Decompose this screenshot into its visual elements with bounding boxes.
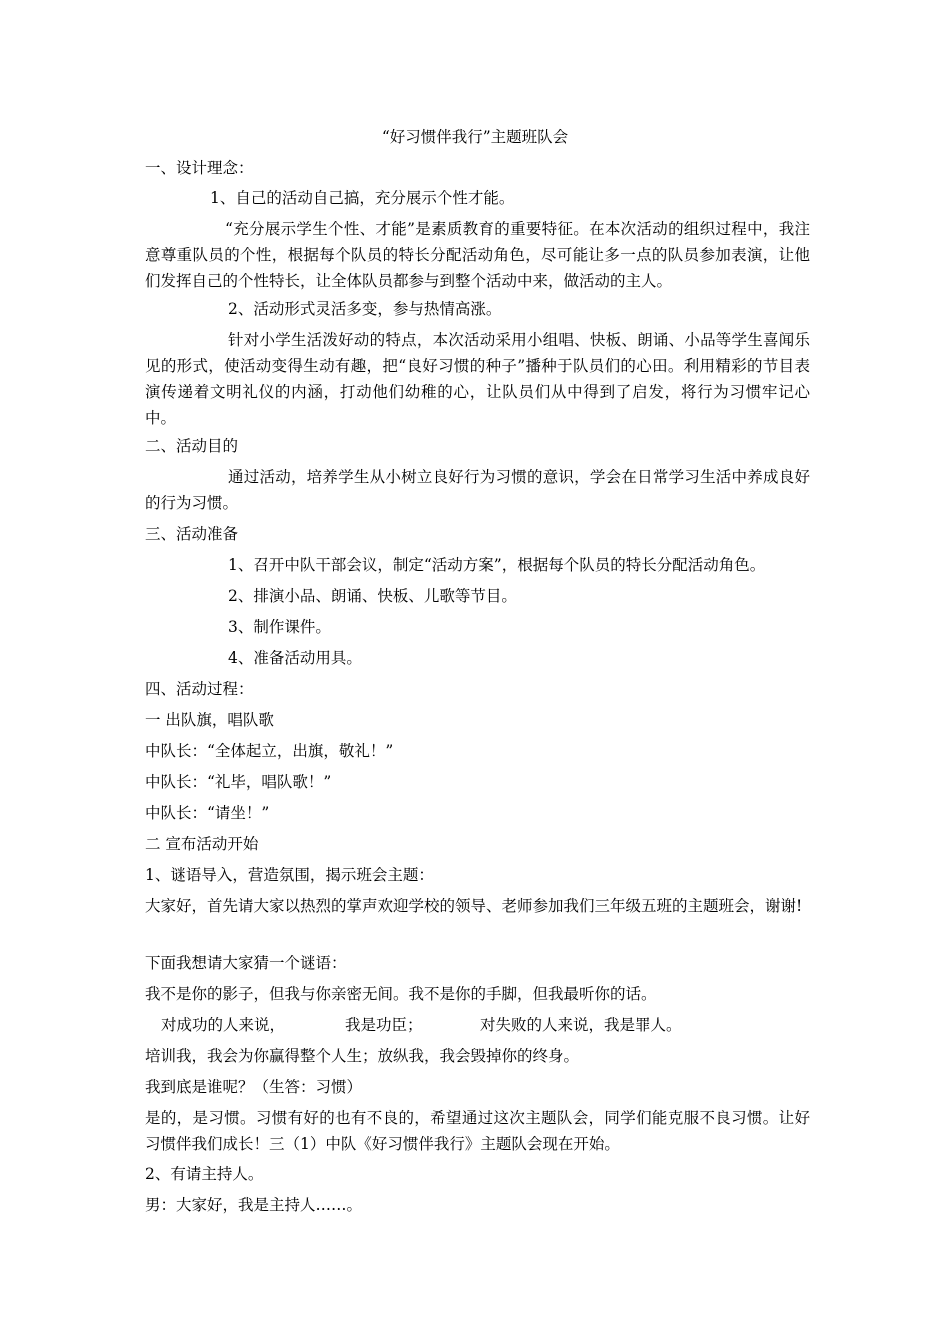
captain-line: 中队长：“礼毕，唱队歌！” <box>145 773 332 791</box>
riddle-line-2-part-2: 我是功臣； <box>345 1016 423 1034</box>
prep-item: 3、制作课件。 <box>228 618 331 636</box>
section-3-heading: 三、活动准备 <box>145 525 239 543</box>
host-line: 男：大家好，我是主持人……。 <box>145 1196 363 1214</box>
step-1-heading: 一 出队旗，唱队歌 <box>145 711 274 729</box>
answer-paragraph: 是的，是习惯。习惯有好的也有不良的，希望通过这次主题队会，同学们能克服不良习惯。让好习惯伴我们成长！三（1）中队《好习惯伴我行》主题队会现在开始。 <box>145 1109 810 1153</box>
section-2-body: 通过活动，培养学生从小树立良好行为习惯的意识，学会在日常学习生活中养成良好的行为习惯。 <box>145 468 810 512</box>
riddle-question: 我到底是谁呢？（生答：习惯） <box>145 1078 363 1096</box>
section-1-heading: 一、设计理念： <box>145 159 254 177</box>
riddle-intro: 下面我想请大家猜一个谜语： <box>145 954 347 972</box>
captain-line: 中队长：“请坐！” <box>145 804 270 822</box>
riddle-line-2-part-3: 对失败的人来说，我是罪人。 <box>480 1016 682 1034</box>
section-1-point-1-heading: 1、自己的活动自己搞，充分展示个性才能。 <box>210 189 515 207</box>
section-1-point-2-body: 针对小学生活泼好动的特点，本次活动采用小组唱、快板、朗诵、小品等学生喜闻乐见的形式，使活动变得生动有趣，把“良好习惯的种子”播种于队员们的心田。利用精彩的节目表演传递着文明礼仪的内涵，打动他们幼稚的心，让队员们从中得到了启发，将行为习惯牢记心中。 <box>145 331 810 427</box>
captain-line: 中队长：“全体起立，出旗，敬礼！” <box>145 742 394 760</box>
section-1-point-1-body: “充分展示学生个性、才能”是素质教育的重要特征。在本次活动的组织过程中，我注意尊重队员的个性，根据每个队员的特长分配活动角色，尽可能让多一点的队员参加表演，让他们发挥自己的个性特长，让全体队员都参与到整个活动中来，做活动的主人。 <box>145 220 810 290</box>
host-heading: 2、有请主持人。 <box>145 1165 264 1183</box>
document-title: “好习惯伴我行”主题班队会 <box>381 128 569 146</box>
section-2-heading: 二、活动目的 <box>145 437 239 455</box>
riddle-heading: 1、谜语导入，营造氛围，揭示班会主题： <box>145 866 434 884</box>
riddle-line-1: 我不是你的影子，但我与你亲密无间。我不是你的手脚，但我最听你的话。 <box>145 985 657 1003</box>
prep-item: 4、准备活动用具。 <box>228 649 362 667</box>
riddle-line-3: 培训我，我会为你赢得整个人生；放纵我，我会毁掉你的终身。 <box>145 1047 580 1065</box>
step-2-heading: 二 宣布活动开始 <box>145 835 259 853</box>
prep-item: 2、排演小品、朗诵、快板、儿歌等节目。 <box>228 587 517 605</box>
riddle-line-2-part-1: 对成功的人来说， <box>161 1016 286 1034</box>
section-4-heading: 四、活动过程： <box>145 680 254 698</box>
prep-item: 1、召开中队干部会议，制定“活动方案”，根据每个队员的特长分配活动角色。 <box>228 556 766 574</box>
welcome-paragraph: 大家好，首先请大家以热烈的掌声欢迎学校的领导、老师参加我们三年级五班的主题班会，谢谢! <box>145 897 803 915</box>
section-1-point-2-heading: 2、活动形式灵活多变，参与热情高涨。 <box>228 300 502 318</box>
